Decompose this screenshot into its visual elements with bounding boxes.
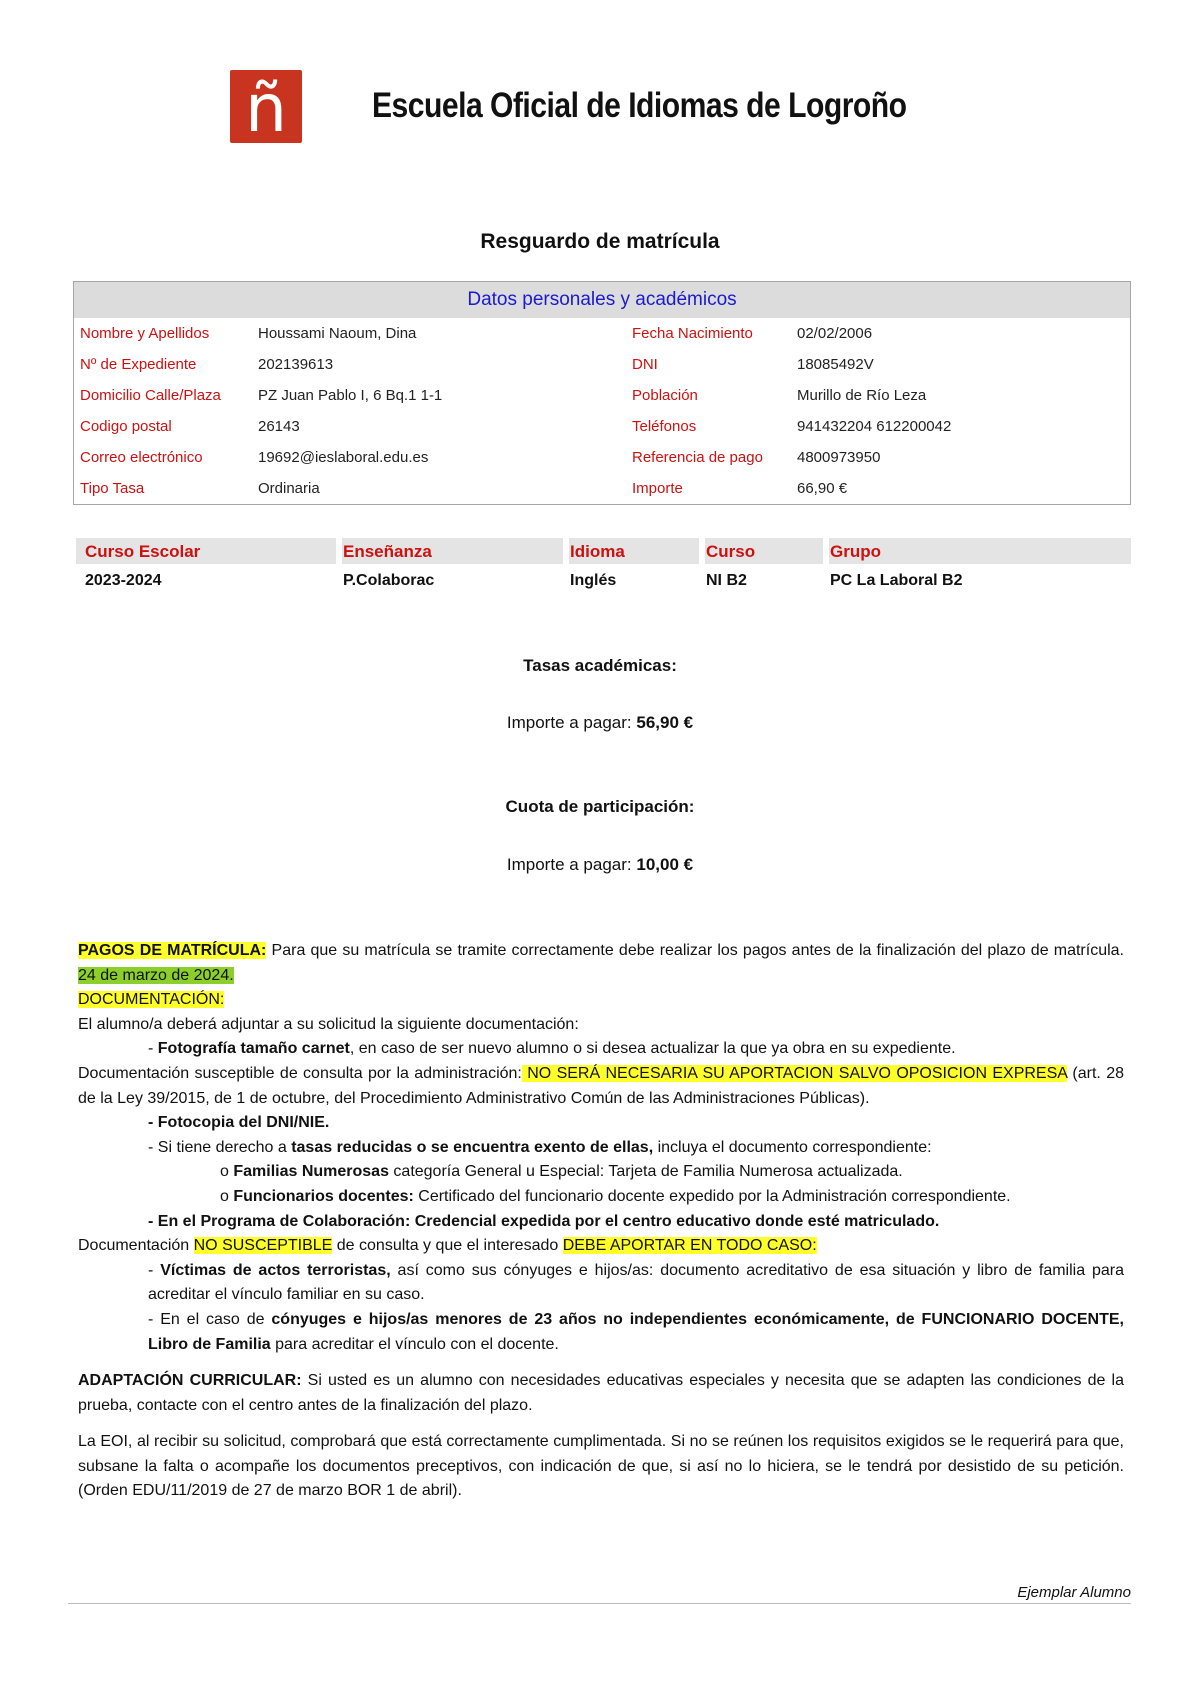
consulta-paragraph: Documentación susceptible de consulta por la administración: NO SERÁ NECESARIA SU APORTACION SALVO OPOSICION EXPRESA (art. 28 de la Ley 39/2015, de 1 de octubre, del Procedimiento Administrativo Común de las Administraciones Públicas). — [78, 1064, 1124, 1107]
doc-item-dni: - Fotocopia del DNI/NIE. — [148, 1114, 330, 1132]
field-label: Tipo Tasa — [80, 480, 145, 497]
pay-label: Importe a pagar: — [506, 713, 637, 732]
adaptacion-paragraph: ADAPTACIÓN CURRICULAR: Si usted es un alumno con necesidades educativas especiales y necesita que se adapten las condiciones de la prueba, contacte con el centro antes de la finalización del plazo. — [78, 1372, 1125, 1414]
field-label: DNI — [632, 356, 658, 373]
field-value: 4800973950 — [797, 449, 881, 466]
doc-subitem-funcionarios: o Funcionarios docentes: Certificado del funcionario docente expedido por la Administración correspondiente. — [220, 1187, 1011, 1205]
doc-heading: DOCUMENTACIÓN: — [78, 991, 225, 1009]
no-susceptible-paragraph: Documentación NO SUSCEPTIBLE de consulta y que el interesado DEBE APORTAR EN TODO CASO: — [78, 1237, 817, 1255]
doc-item-conyuges: - En el caso de cónyuges e hijos/as menores de 23 años no independientes económicamente, de FUNCIONARIO DOCENTE, Libro de Familia para acreditar el vínculo con el docente. — [148, 1310, 1125, 1353]
field-label: Población — [632, 387, 698, 404]
tasas-amount-line — [0, 713, 1200, 733]
field-label: Nombre y Apellidos — [80, 325, 210, 342]
field-value: 26143 — [258, 418, 300, 435]
course-table-header — [76, 538, 1131, 564]
table-cell: NI B2 — [706, 572, 747, 589]
field-value: Houssami Naoum, Dina — [258, 325, 417, 342]
doc-item-victimas: - Víctimas de actos terroristas, así como sus cónyuges e hijos/as: documento acreditativo de esa situación y libro de familia para acreditar el vínculo familiar en su caso. — [148, 1261, 1125, 1304]
doc-intro: El alumno/a deberá adjuntar a su solicitud la siguiente documentación: — [78, 1015, 579, 1033]
field-label: Nº de Expediente — [80, 356, 197, 373]
eoi-paragraph: La EOI, al recibir su solicitud, comprobará que está correctamente cumplimentada. Si no se reúnen los requisitos exigidos se le requerirá para que, subsane la falta o acompañe los documentos preceptivos, con indicación de que, si así no lo hiciera, se le tendrá por desistido de su petición. (Orden EDU/11/2019 de 27 de marzo BOR 1 de abril). — [78, 1433, 1124, 1500]
column-header: Curso Escolar — [85, 542, 201, 561]
footer-copy-label: Ejemplar Alumno — [1017, 1584, 1131, 1601]
column-header: Idioma — [570, 542, 625, 561]
tasas-title: Tasas académicas: — [523, 656, 677, 675]
doc-subitem-familias: o Familias Numerosas categoría General u Especial: Tarjeta de Familia Numerosa actualizada. — [220, 1163, 903, 1181]
field-label: Teléfonos — [632, 418, 697, 435]
tasas-amount: 56,90 € — [636, 713, 694, 732]
field-value: 02/02/2006 — [797, 325, 873, 342]
personal-row — [74, 443, 1130, 474]
field-value: 18085492V — [797, 356, 874, 373]
table-cell: P.Colaborac — [343, 572, 435, 589]
column-header: Grupo — [830, 542, 881, 561]
personal-row — [74, 381, 1130, 412]
deadline-date: 24 de marzo de 2024. — [78, 966, 234, 984]
school-logo: ñ — [230, 70, 302, 143]
field-value: 19692@ieslaboral.edu.es — [258, 449, 429, 466]
cuota-title: Cuota de participación: — [505, 797, 695, 816]
personal-row — [74, 350, 1130, 381]
column-header: Enseñanza — [343, 542, 432, 561]
personal-data-heading: Datos personales y académicos — [74, 282, 1130, 318]
field-label: Codigo postal — [80, 418, 172, 435]
doc-item-photo: - Fotografía tamaño carnet, en caso de ser nuevo alumno o si desea actualizar la que ya obra en su expediente. — [148, 1040, 956, 1058]
field-value: 941432204 612200042 — [797, 418, 952, 435]
footer-divider — [68, 1603, 1131, 1604]
field-value: Ordinaria — [258, 480, 320, 497]
pay-label: Importe a pagar: — [506, 855, 637, 874]
doc-item-programa: - En el Programa de Colaboración: Credencial expedida por el centro educativo donde esté matriculado. — [148, 1212, 940, 1230]
pagos-paragraph: PAGOS DE MATRÍCULA: Para que su matrícula se tramite correctamente debe realizar los pagos antes de la finalización del plazo de matrícula. 24 de marzo de 2024. — [78, 942, 1125, 984]
personal-row — [74, 474, 1130, 505]
field-label: Importe — [632, 480, 683, 497]
personal-row — [74, 412, 1130, 443]
personal-row — [74, 319, 1130, 350]
cuota-amount-line — [0, 855, 1200, 875]
field-value: Murillo de Río Leza — [797, 387, 927, 404]
table-cell: PC La Laboral B2 — [830, 572, 963, 589]
cuota-amount: 10,00 € — [636, 855, 694, 874]
school-name: Escuela Oficial de Idiomas de Logroño — [372, 86, 907, 125]
document-title: Resguardo de matrícula — [480, 230, 720, 253]
field-label: Referencia de pago — [632, 449, 763, 466]
column-header: Curso — [706, 542, 756, 561]
notes-section — [78, 939, 1124, 1504]
field-label: Fecha Nacimiento — [632, 325, 753, 342]
field-value: PZ Juan Pablo I, 6 Bq.1 1-1 — [258, 387, 443, 404]
doc-item-tasas: - Si tiene derecho a tasas reducidas o se encuentra exento de ellas, incluya el documento correspondiente: — [148, 1138, 932, 1156]
personal-data-box — [73, 281, 1131, 505]
field-value: 202139613 — [258, 356, 334, 373]
field-label: Correo electrónico — [80, 449, 203, 466]
field-value: 66,90 € — [797, 480, 848, 497]
course-table-row — [76, 568, 1131, 594]
pagos-label: PAGOS DE MATRÍCULA: — [78, 942, 267, 959]
table-cell: 2023-2024 — [85, 572, 162, 589]
table-cell: Inglés — [570, 572, 617, 589]
field-label: Domicilio Calle/Plaza — [80, 387, 221, 404]
